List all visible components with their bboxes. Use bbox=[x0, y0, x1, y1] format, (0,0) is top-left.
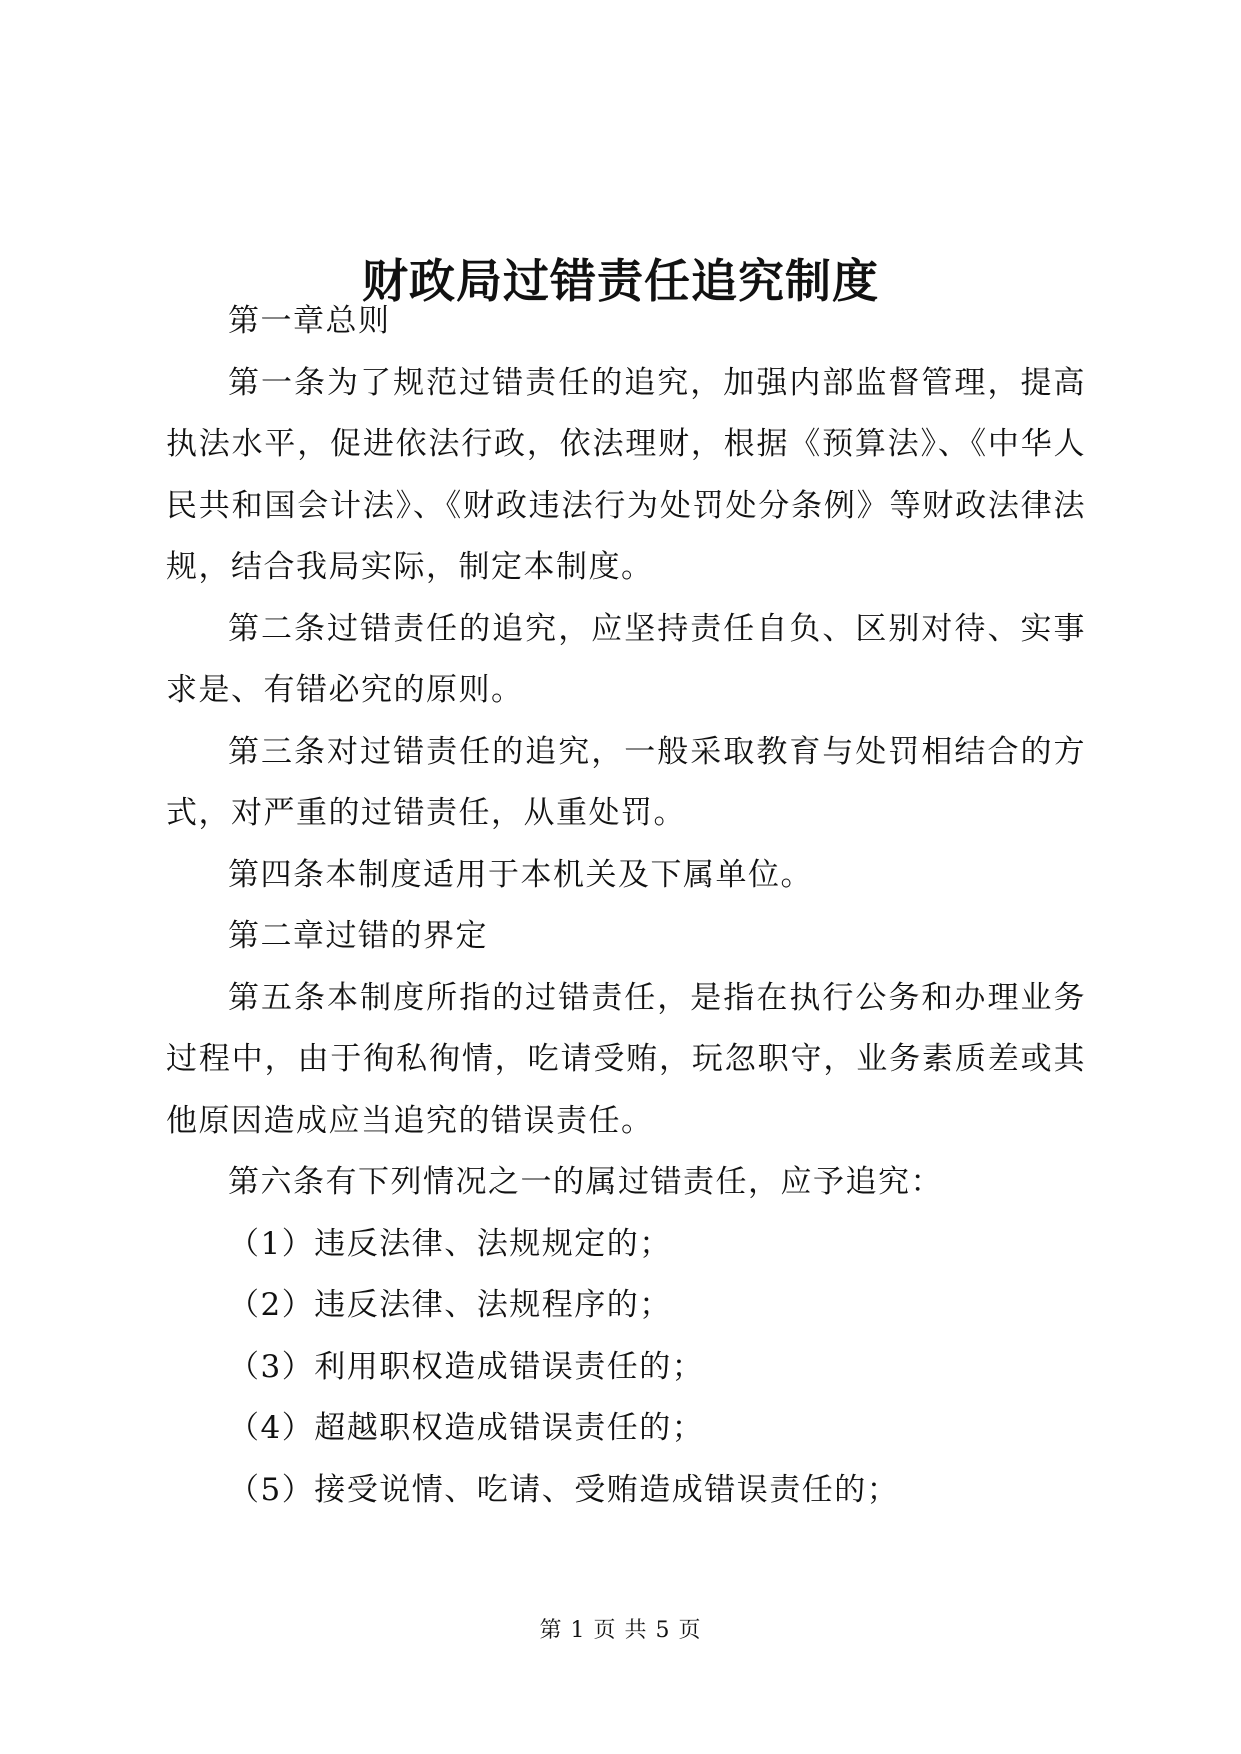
article-1: 第一条为了规范过错责任的追究，加强内部监督管理，提高执法水平，促进依法行政，依法理财，根据《预算法》、《中华人民共和国会计法》、《财政违法行为处罚处分条例》等财政法律法规，结合我局实际，制定本制度。 bbox=[166, 364, 1086, 585]
article-6: 第六条有下列情况之一的属过错责任，应予追究： bbox=[228, 1164, 943, 1200]
article-4: 第四条本制度适用于本机关及下属单位。 bbox=[228, 856, 813, 893]
list-item-4: （4）超越职权造成错误责任的； bbox=[228, 1410, 705, 1446]
document-body bbox=[166, 291, 1086, 1521]
chapter-heading-2: 第二章过错的界定 bbox=[228, 918, 488, 954]
list-item-1: （1）违反法律、法规规定的； bbox=[228, 1225, 672, 1262]
list-item-3: （3）利用职权造成错误责任的； bbox=[228, 1348, 705, 1385]
article-3: 第三条对过错责任的追究，一般采取教育与处罚相结合的方式，对严重的过错责任，从重处罚。 bbox=[166, 733, 1086, 831]
chapter-heading-1: 第一章总则 bbox=[228, 303, 391, 339]
list-item-5: （5）接受说情、吃请、受贿造成错误责任的； bbox=[228, 1471, 900, 1508]
page-footer: 第 1 页 共 5 页 bbox=[539, 1618, 702, 1643]
document-title: 财政局过错责任追究制度 bbox=[362, 253, 879, 308]
article-2: 第二条过错责任的追究，应坚持责任自负、区别对待、实事求是、有错必究的原则。 bbox=[166, 610, 1086, 708]
list-item-2: （2）违反法律、法规程序的； bbox=[228, 1287, 672, 1323]
article-5: 第五条本制度所指的过错责任，是指在执行公务和办理业务过程中，由于徇私徇情，吃请受贿，玩忽职守，业务素质差或其他原因造成应当追究的错误责任。 bbox=[166, 979, 1086, 1139]
